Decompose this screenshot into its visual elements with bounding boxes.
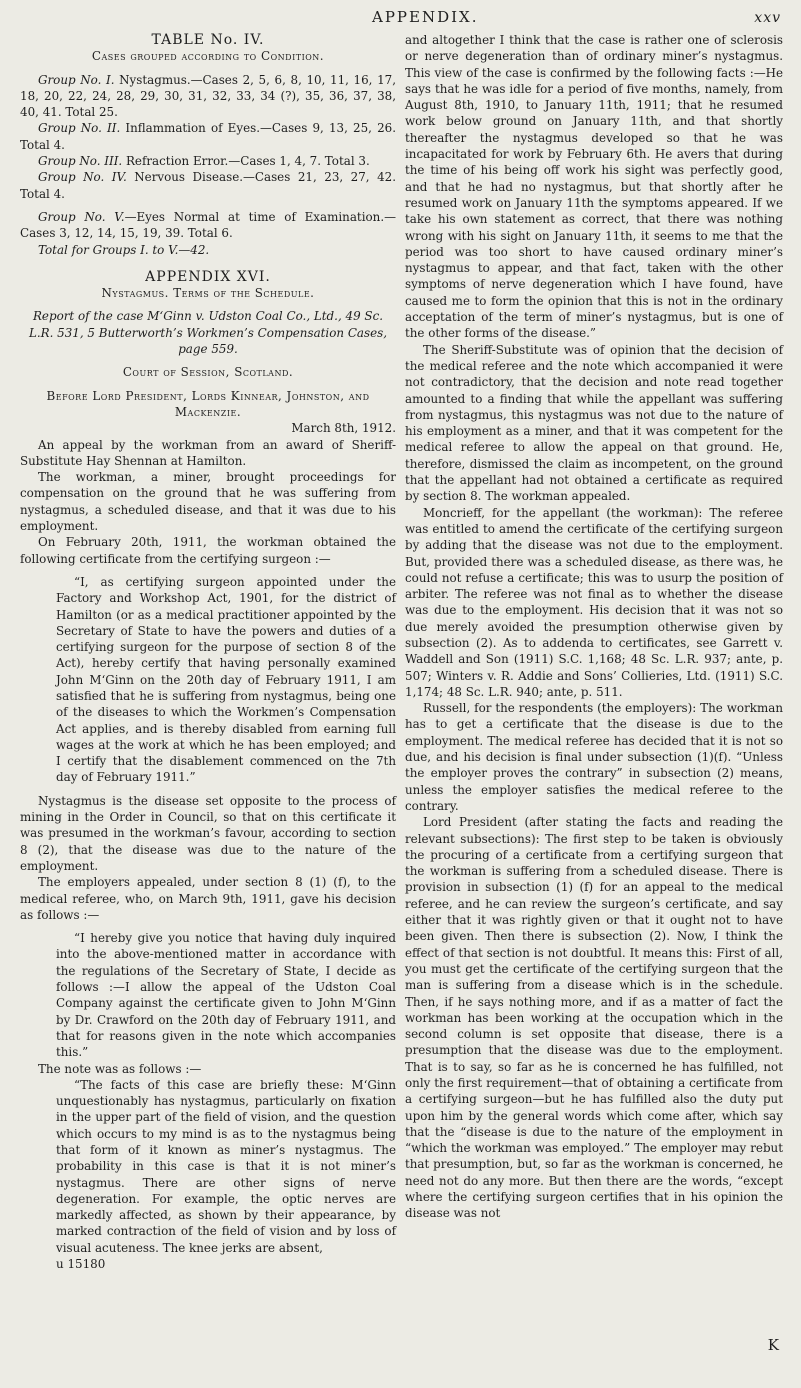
quote-text: “The facts of this case are briefly these: M‘Ginn unquestionably has nystagmus, particularly on fixation in the upper part of the field of vision, and the question which occurs to my mind is as to the nystagmus being that form of it known as miner’s nystagmus. The probability in this case is that it is not miner’s nystagmus. There are other signs of nerve degeneration. For example, the optic nerves are markedly affected, as shown by their appearance, by marked contraction of the field of vision and by loss of visual acuteness. The knee jerks are absent, xyxy=(56,1077,396,1255)
group-label: Group No. I. xyxy=(38,72,115,87)
group-label: Group No. II. xyxy=(38,121,121,136)
group-entry xyxy=(20,209,396,242)
group-text: Refraction Error.—Cases 1, 4, 7. Total 3. xyxy=(122,154,370,169)
group-text: Nystagmus.—Cases 2, 5, 6, 8, 10, 11, 16, 17, 18, 20, 22, 24, 28, 29, 30, 31, 32, 33, 34 (?), 35, 36, 37, 38, 40, 41. Total 25. xyxy=(20,72,397,120)
group-label: Group No. IV. xyxy=(38,170,127,185)
running-head-title: APPENDIX. xyxy=(372,8,479,26)
body-paragraph: On February 20th, 1911, the workman obtained the following certificate from the certifying surgeon :— xyxy=(20,535,396,566)
group-label: Group No. V. xyxy=(38,209,125,224)
body-paragraph: Nystagmus is the disease set opposite to the process of mining in the Order in Council, so that on this certificate it was presumed in the workman’s favour, according to section 8 (2), that the disease was due to the nature of the employment. xyxy=(20,793,396,873)
judgment-date: March 8th, 1912. xyxy=(291,421,396,436)
quote-text: “I, as certifying surgeon appointed under the Factory and Workshop Act, 1901, for the district of Hamilton (or as a medical practitioner appointed by the Secretary of State to have the powers and duties of a certifying surgeon for the purpose of section 8 of the Act), hereby certify that having personally examined John M‘Ginn on the 20th day of February 1911, I am satisfied that he is suffering from nystagmus, being one of the diseases to which the Workmen’s Compensation Act applies, and is thereby disabled from earning full wages at the work at which he has been employed; and I certify that the disablement commenced on the 7th day of February 1911.” xyxy=(56,574,396,785)
group-label: Group No. III. xyxy=(38,154,123,169)
printer-mark: u 15180 xyxy=(56,1257,106,1272)
quote-text: “I hereby give you notice that having duly inquired into the above-mentioned matter in accordance with the regulations of the Secretary of State, I decide as follows :—I allow the appeal of the Udston Coal Company against the certificate given to John M‘Ginn by Dr. Crawford on the 20th day of February 1911, and that for reasons given in the note which accompanies this.” xyxy=(56,931,396,1060)
report-title: Report of the case M‘Ginn v. Udston Coal Co., Ltd., 49 Sc. L.R. 531, 5 Butterworth’s Workmen’s Compensation Cases, page 559. xyxy=(28,309,388,357)
bench: Before Lord President, Lords Kinnear, Johnston, and Mackenzie. xyxy=(46,388,370,419)
left-column xyxy=(20,32,396,1272)
appendix-heading: APPENDIX XVI. xyxy=(145,268,271,285)
group-text: Nervous Disease.—Cases 21, 23, 27, 42. Total 4. xyxy=(20,170,396,201)
signature-mark: K xyxy=(767,1336,779,1354)
table-subheading: Cases grouped according to Condition. xyxy=(91,49,325,64)
body-paragraph: Russell, for the respondents (the employers): The workman has to get a certificate that the disease is due to the employment. The medical referee has decided that it is not so due, and his decision is final under subsection (1)(f). “Unless the employer proves the contrary” in subsection (2) means, unless the employer satisfies the medical referee to the contrary. xyxy=(405,701,783,813)
group-entry xyxy=(20,72,396,121)
group-text: —Eyes Normal at time of Examination.—Cases 3, 12, 14, 15, 19, 39. Total 6. xyxy=(20,209,397,241)
court-name: Court of Session, Scotland. xyxy=(122,365,294,380)
table-heading: TABLE No. IV. xyxy=(151,32,265,48)
appendix-subheading: Nystagmus. Terms of the Schedule. xyxy=(101,286,315,301)
body-paragraph: The workman, a miner, brought proceedings for compensation on the ground that he was suffering from nystagmus, a scheduled disease, and that it was due to his employment. xyxy=(20,470,396,534)
body-paragraph: Lord President (after stating the facts and reading the relevant subsections): The first step to be taken is obviously the procuring of a certificate from a certifying surgeon that the workman is suffering from a scheduled disease. There is provision in subsection (1) (f) for an appeal to the medical referee, and he can review the surgeon’s certificate, and say either that it was rightly given or that it ought not to have been given. Then there is subsection (2). Now, I think the effect of that section is not doubtful. It means this: First of all, you must get the certificate of the certifying surgeon that the man is suffering from a disease which is in the schedule. Then, if he says nothing more, and if as a matter of fact the workman has been working at the occupation which in the second column is set opposite that disease, there is a presumption that the disease was due to the employment. That is to say, so far as he is concerned he has fulfilled, not only the first requirement—that of obtaining a certificate from a certifying surgeon—but he has fulfilled also the duty put upon him by the general words which come after, which say that the “disease is due to the nature of the employment in “which the workman was employed.” The employer may rebut that presumption, but, so far as the workman is concerned, he need not do any more. But then there are the words, “except where the certifying surgeon certifies that in his opinion the disease was not xyxy=(405,815,783,1221)
body-paragraph: The employers appealed, under section 8 (1) (f), to the medical referee, who, on March 9th, 1911, gave his decision as follows :— xyxy=(20,875,396,922)
page-number: xxv xyxy=(754,10,781,26)
body-paragraph: The Sheriff-Substitute was of opinion that the decision of the medical referee and the note which accompanied it were not contradictory, that the decision and note read together amounted to a finding that while the appellant was suffering from nystagmus, this nystagmus was not due to the nature of his employment as a miner, and that it was competent for the medical referee to allow the appeal on that ground. He, therefore, dismissed the claim as incompetent, on the ground that the appellant had not obtained a certificate as required by section 8. The workman appealed. xyxy=(405,342,783,504)
group-entry xyxy=(20,169,396,202)
right-column xyxy=(405,32,783,1222)
groups-total: Total for Groups I. to V.—42. xyxy=(38,242,210,257)
body-paragraph: An appeal by the workman from an award of Sheriff-Substitute Hay Shennan at Hamilton. xyxy=(20,437,396,468)
note-quote xyxy=(20,1077,396,1273)
running-head xyxy=(0,6,801,30)
decision-quote xyxy=(20,930,396,1060)
group-text: Inflammation of Eyes.—Cases 9, 13, 25, 26. Total 4. xyxy=(20,121,396,152)
note-intro: The note was as follows :— xyxy=(38,1061,202,1076)
group-entry xyxy=(20,153,396,169)
certificate-quote xyxy=(20,574,396,786)
group-entry xyxy=(20,120,396,153)
body-paragraph: Moncrieff, for the appellant (the workman): The referee was entitled to amend the certificate of the certifying surgeon by adding that the disease was not due to the employment. But, provided there was a scheduled disease, as there was, he could not refuse a certificate; this was to usurp the position of arbiter. The referee was not final as to whether the disease was due to the employment. His decision that it was not so due merely avoided the presumption otherwise given by subsection (2). As to addenda to certificates, see Garrett v. Waddell and Son (1911) S.C. 1,168; 48 Sc. L.R. 937; ante, p. 507; Winters v. R. Addie and Sons’ Collieries, Ltd. (1911) S.C. 1,174; 48 Sc. L.R. 940; ante, p. 511. xyxy=(405,505,783,699)
body-paragraph: and altogether I think that the case is rather one of sclerosis or nerve degeneration than of ordinary miner’s nystagmus. This view of the case is confirmed by the following facts :—He says that he was idle for a period of five months, namely, from August 8th, 1910, to January 11th, 1911; that he resumed work below ground on January 11th, and that shortly thereafter the nystagmus developed so that he was incapacitated for work by February 6th. He avers that during the time of his being off work his sight was perfectly good, and that he had no nystagmus, but that shortly after he resumed work on January 11th the symptoms appeared. If we take his own statement as correct, that there was nothing wrong with his sight on January 11th, it seems to me that the period was too short to have caused ordinary miner’s nystagmus to appear, and that fact, taken with the other symptoms of nerve degeneration which I have found, have caused me to form the opinion that this is not in the ordinary acceptation of the term of miner’s nystagmus, but is one of the other forms of the disease.” xyxy=(405,33,783,341)
